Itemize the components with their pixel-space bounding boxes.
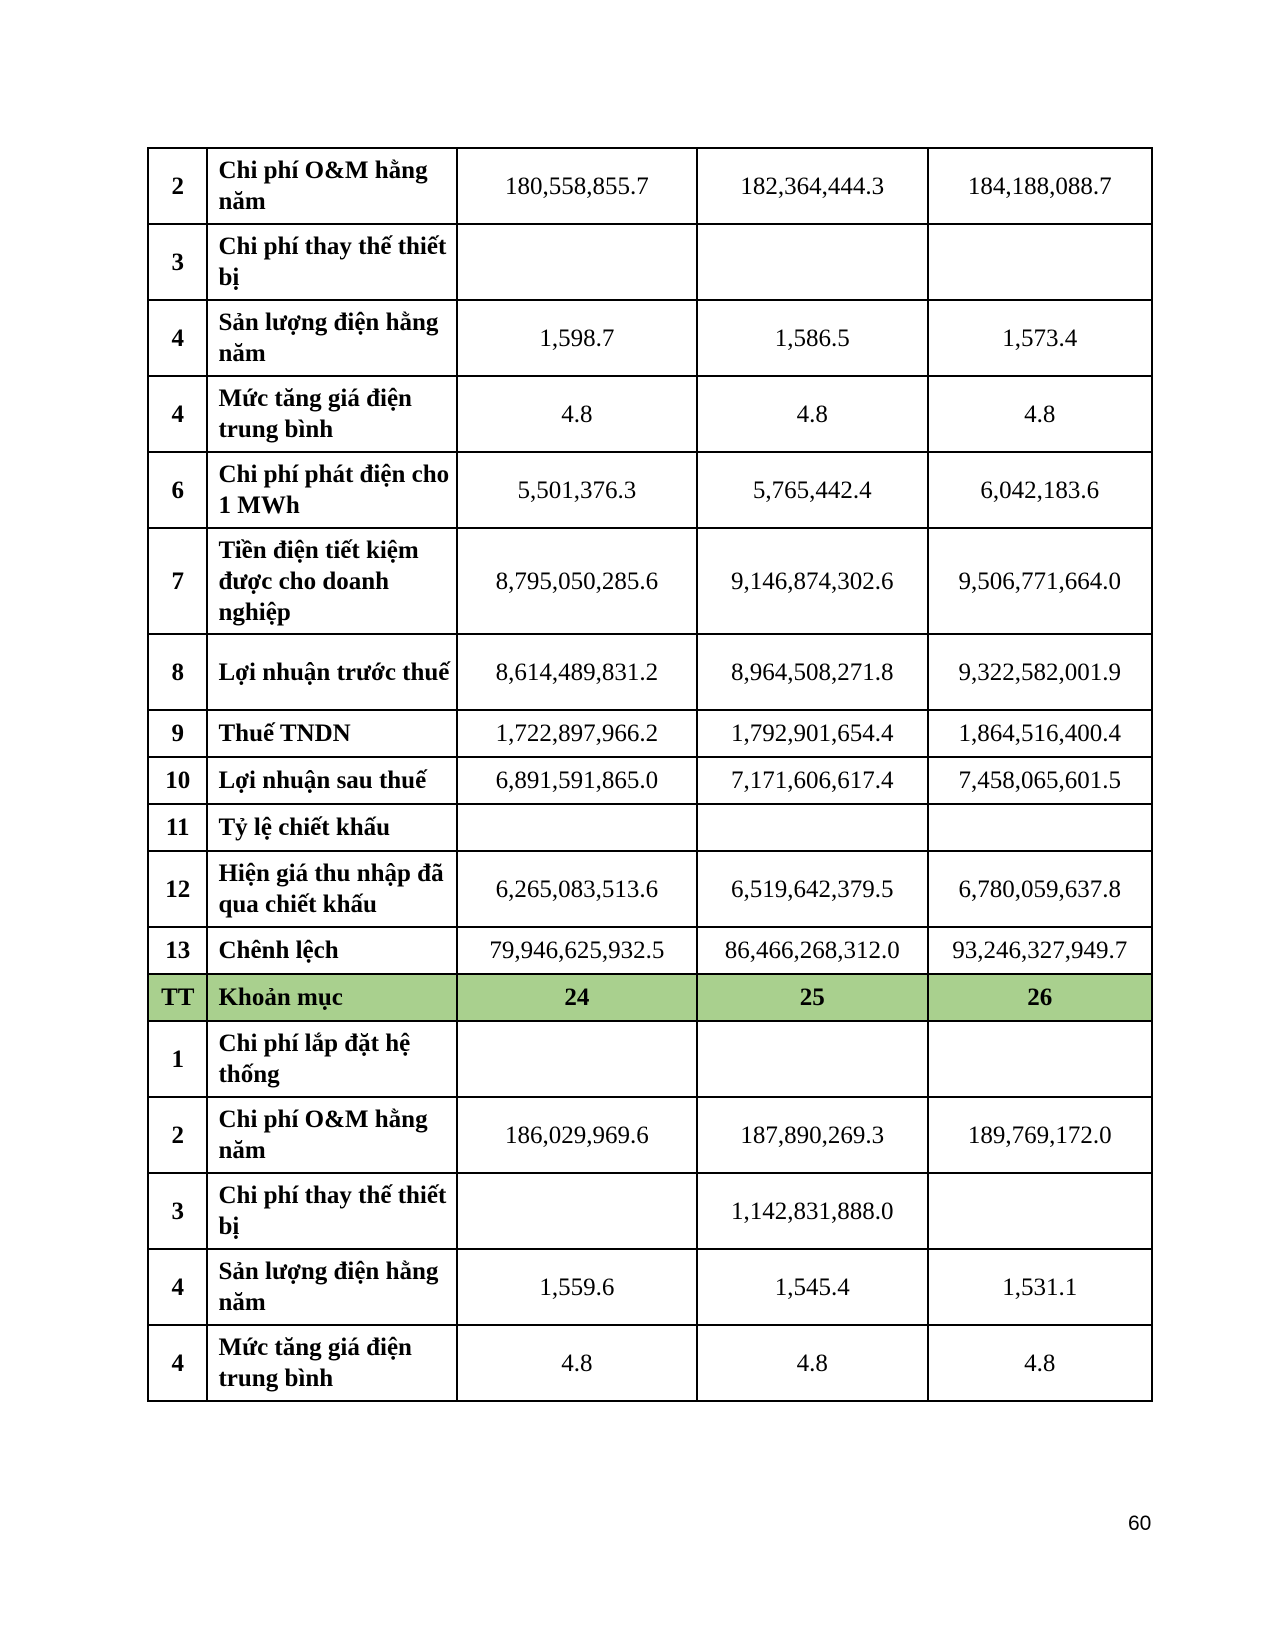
table-row: [148, 710, 1152, 757]
row-value-col1: [457, 224, 697, 300]
table-header-row: [148, 974, 1152, 1021]
row-value-col1: 79,946,625,932.5: [457, 927, 697, 974]
row-number: 1: [148, 1021, 207, 1097]
row-item: Thuế TNDN: [207, 710, 456, 757]
row-value-col2: 182,364,444.3: [697, 148, 928, 224]
header-year-col1: 24: [457, 974, 697, 1021]
table-row: [148, 1021, 1152, 1097]
row-value-col3: 184,188,088.7: [928, 148, 1152, 224]
row-value-col1: 8,795,050,285.6: [457, 528, 697, 634]
row-value-col1: [457, 804, 697, 851]
row-item: Chi phí lắp đặt hệ thống: [207, 1021, 456, 1097]
row-value-col3: 1,573.4: [928, 300, 1152, 376]
row-value-col1: 1,559.6: [457, 1249, 697, 1325]
table-row: [148, 528, 1152, 634]
header-year-col2: 25: [697, 974, 928, 1021]
row-value-col3: 4.8: [928, 376, 1152, 452]
row-number: 10: [148, 757, 207, 804]
row-value-col1: 6,891,591,865.0: [457, 757, 697, 804]
row-item: Mức tăng giá điện trung bình: [207, 1325, 456, 1401]
row-value-col2: 4.8: [697, 1325, 928, 1401]
row-value-col3: 6,042,183.6: [928, 452, 1152, 528]
table-row: [148, 1097, 1152, 1173]
row-number: 3: [148, 1173, 207, 1249]
table-row: [148, 1325, 1152, 1401]
table-row: [148, 1249, 1152, 1325]
row-value-col2: 187,890,269.3: [697, 1097, 928, 1173]
row-value-col2: [697, 1021, 928, 1097]
table-row: [148, 851, 1152, 927]
row-value-col2: 4.8: [697, 376, 928, 452]
row-value-col1: 4.8: [457, 1325, 697, 1401]
row-item: Hiện giá thu nhập đã qua chiết khấu: [207, 851, 456, 927]
row-value-col3: 189,769,172.0: [928, 1097, 1152, 1173]
row-number: 4: [148, 1249, 207, 1325]
row-value-col2: 86,466,268,312.0: [697, 927, 928, 974]
row-value-col1: 180,558,855.7: [457, 148, 697, 224]
row-value-col2: 1,545.4: [697, 1249, 928, 1325]
row-number: 8: [148, 634, 207, 710]
row-item: Sản lượng điện hằng năm: [207, 300, 456, 376]
table-row: [148, 804, 1152, 851]
row-value-col1: [457, 1021, 697, 1097]
row-value-col1: 1,598.7: [457, 300, 697, 376]
table-row: [148, 927, 1152, 974]
row-number: 2: [148, 1097, 207, 1173]
row-item: Lợi nhuận sau thuế: [207, 757, 456, 804]
row-item: Tỷ lệ chiết khấu: [207, 804, 456, 851]
row-number: 2: [148, 148, 207, 224]
row-item: Chi phí phát điện cho 1 MWh: [207, 452, 456, 528]
row-number: 12: [148, 851, 207, 927]
header-tt: TT: [148, 974, 207, 1021]
table-row: [148, 148, 1152, 224]
row-value-col2: 8,964,508,271.8: [697, 634, 928, 710]
row-value-col3: 1,531.1: [928, 1249, 1152, 1325]
row-value-col1: 1,722,897,966.2: [457, 710, 697, 757]
row-item: Chênh lệch: [207, 927, 456, 974]
table-row: [148, 376, 1152, 452]
table-row: [148, 452, 1152, 528]
row-value-col3: [928, 1021, 1152, 1097]
row-value-col3: 7,458,065,601.5: [928, 757, 1152, 804]
row-number: 7: [148, 528, 207, 634]
row-number: 9: [148, 710, 207, 757]
row-value-col3: 93,246,327,949.7: [928, 927, 1152, 974]
row-value-col3: 6,780,059,637.8: [928, 851, 1152, 927]
row-value-col2: 9,146,874,302.6: [697, 528, 928, 634]
row-item: Chi phí thay thế thiết bị: [207, 1173, 456, 1249]
row-number: 4: [148, 376, 207, 452]
row-item: Chi phí O&M hằng năm: [207, 148, 456, 224]
row-value-col2: 6,519,642,379.5: [697, 851, 928, 927]
row-value-col1: 5,501,376.3: [457, 452, 697, 528]
row-value-col3: 9,506,771,664.0: [928, 528, 1152, 634]
row-number: 3: [148, 224, 207, 300]
row-value-col2: 7,171,606,617.4: [697, 757, 928, 804]
table-row: [148, 300, 1152, 376]
row-value-col1: 6,265,083,513.6: [457, 851, 697, 927]
header-item: Khoản mục: [207, 974, 456, 1021]
row-value-col3: [928, 224, 1152, 300]
row-value-col1: 8,614,489,831.2: [457, 634, 697, 710]
row-value-col2: 5,765,442.4: [697, 452, 928, 528]
row-item: Lợi nhuận trước thuế: [207, 634, 456, 710]
row-value-col3: [928, 804, 1152, 851]
row-number: 13: [148, 927, 207, 974]
row-value-col2: 1,586.5: [697, 300, 928, 376]
row-value-col1: 186,029,969.6: [457, 1097, 697, 1173]
row-value-col2: [697, 224, 928, 300]
row-item: Mức tăng giá điện trung bình: [207, 376, 456, 452]
page-number: 60: [1128, 1512, 1152, 1535]
row-value-col3: 4.8: [928, 1325, 1152, 1401]
row-number: 11: [148, 804, 207, 851]
row-value-col2: [697, 804, 928, 851]
row-item: Chi phí thay thế thiết bị: [207, 224, 456, 300]
row-value-col1: 4.8: [457, 376, 697, 452]
table-row: [148, 1173, 1152, 1249]
row-value-col3: [928, 1173, 1152, 1249]
row-number: 4: [148, 300, 207, 376]
table-row: [148, 224, 1152, 300]
row-number: 4: [148, 1325, 207, 1401]
row-item: Tiền điện tiết kiệm được cho doanh nghiệp: [207, 528, 456, 634]
row-item: Sản lượng điện hằng năm: [207, 1249, 456, 1325]
row-number: 6: [148, 452, 207, 528]
header-year-col3: 26: [928, 974, 1152, 1021]
row-value-col3: 1,864,516,400.4: [928, 710, 1152, 757]
row-item: Chi phí O&M hằng năm: [207, 1097, 456, 1173]
data-table: [147, 147, 1153, 1402]
table-row: [148, 757, 1152, 804]
row-value-col1: [457, 1173, 697, 1249]
table-row: [148, 634, 1152, 710]
row-value-col3: 9,322,582,001.9: [928, 634, 1152, 710]
row-value-col2: 1,142,831,888.0: [697, 1173, 928, 1249]
row-value-col2: 1,792,901,654.4: [697, 710, 928, 757]
